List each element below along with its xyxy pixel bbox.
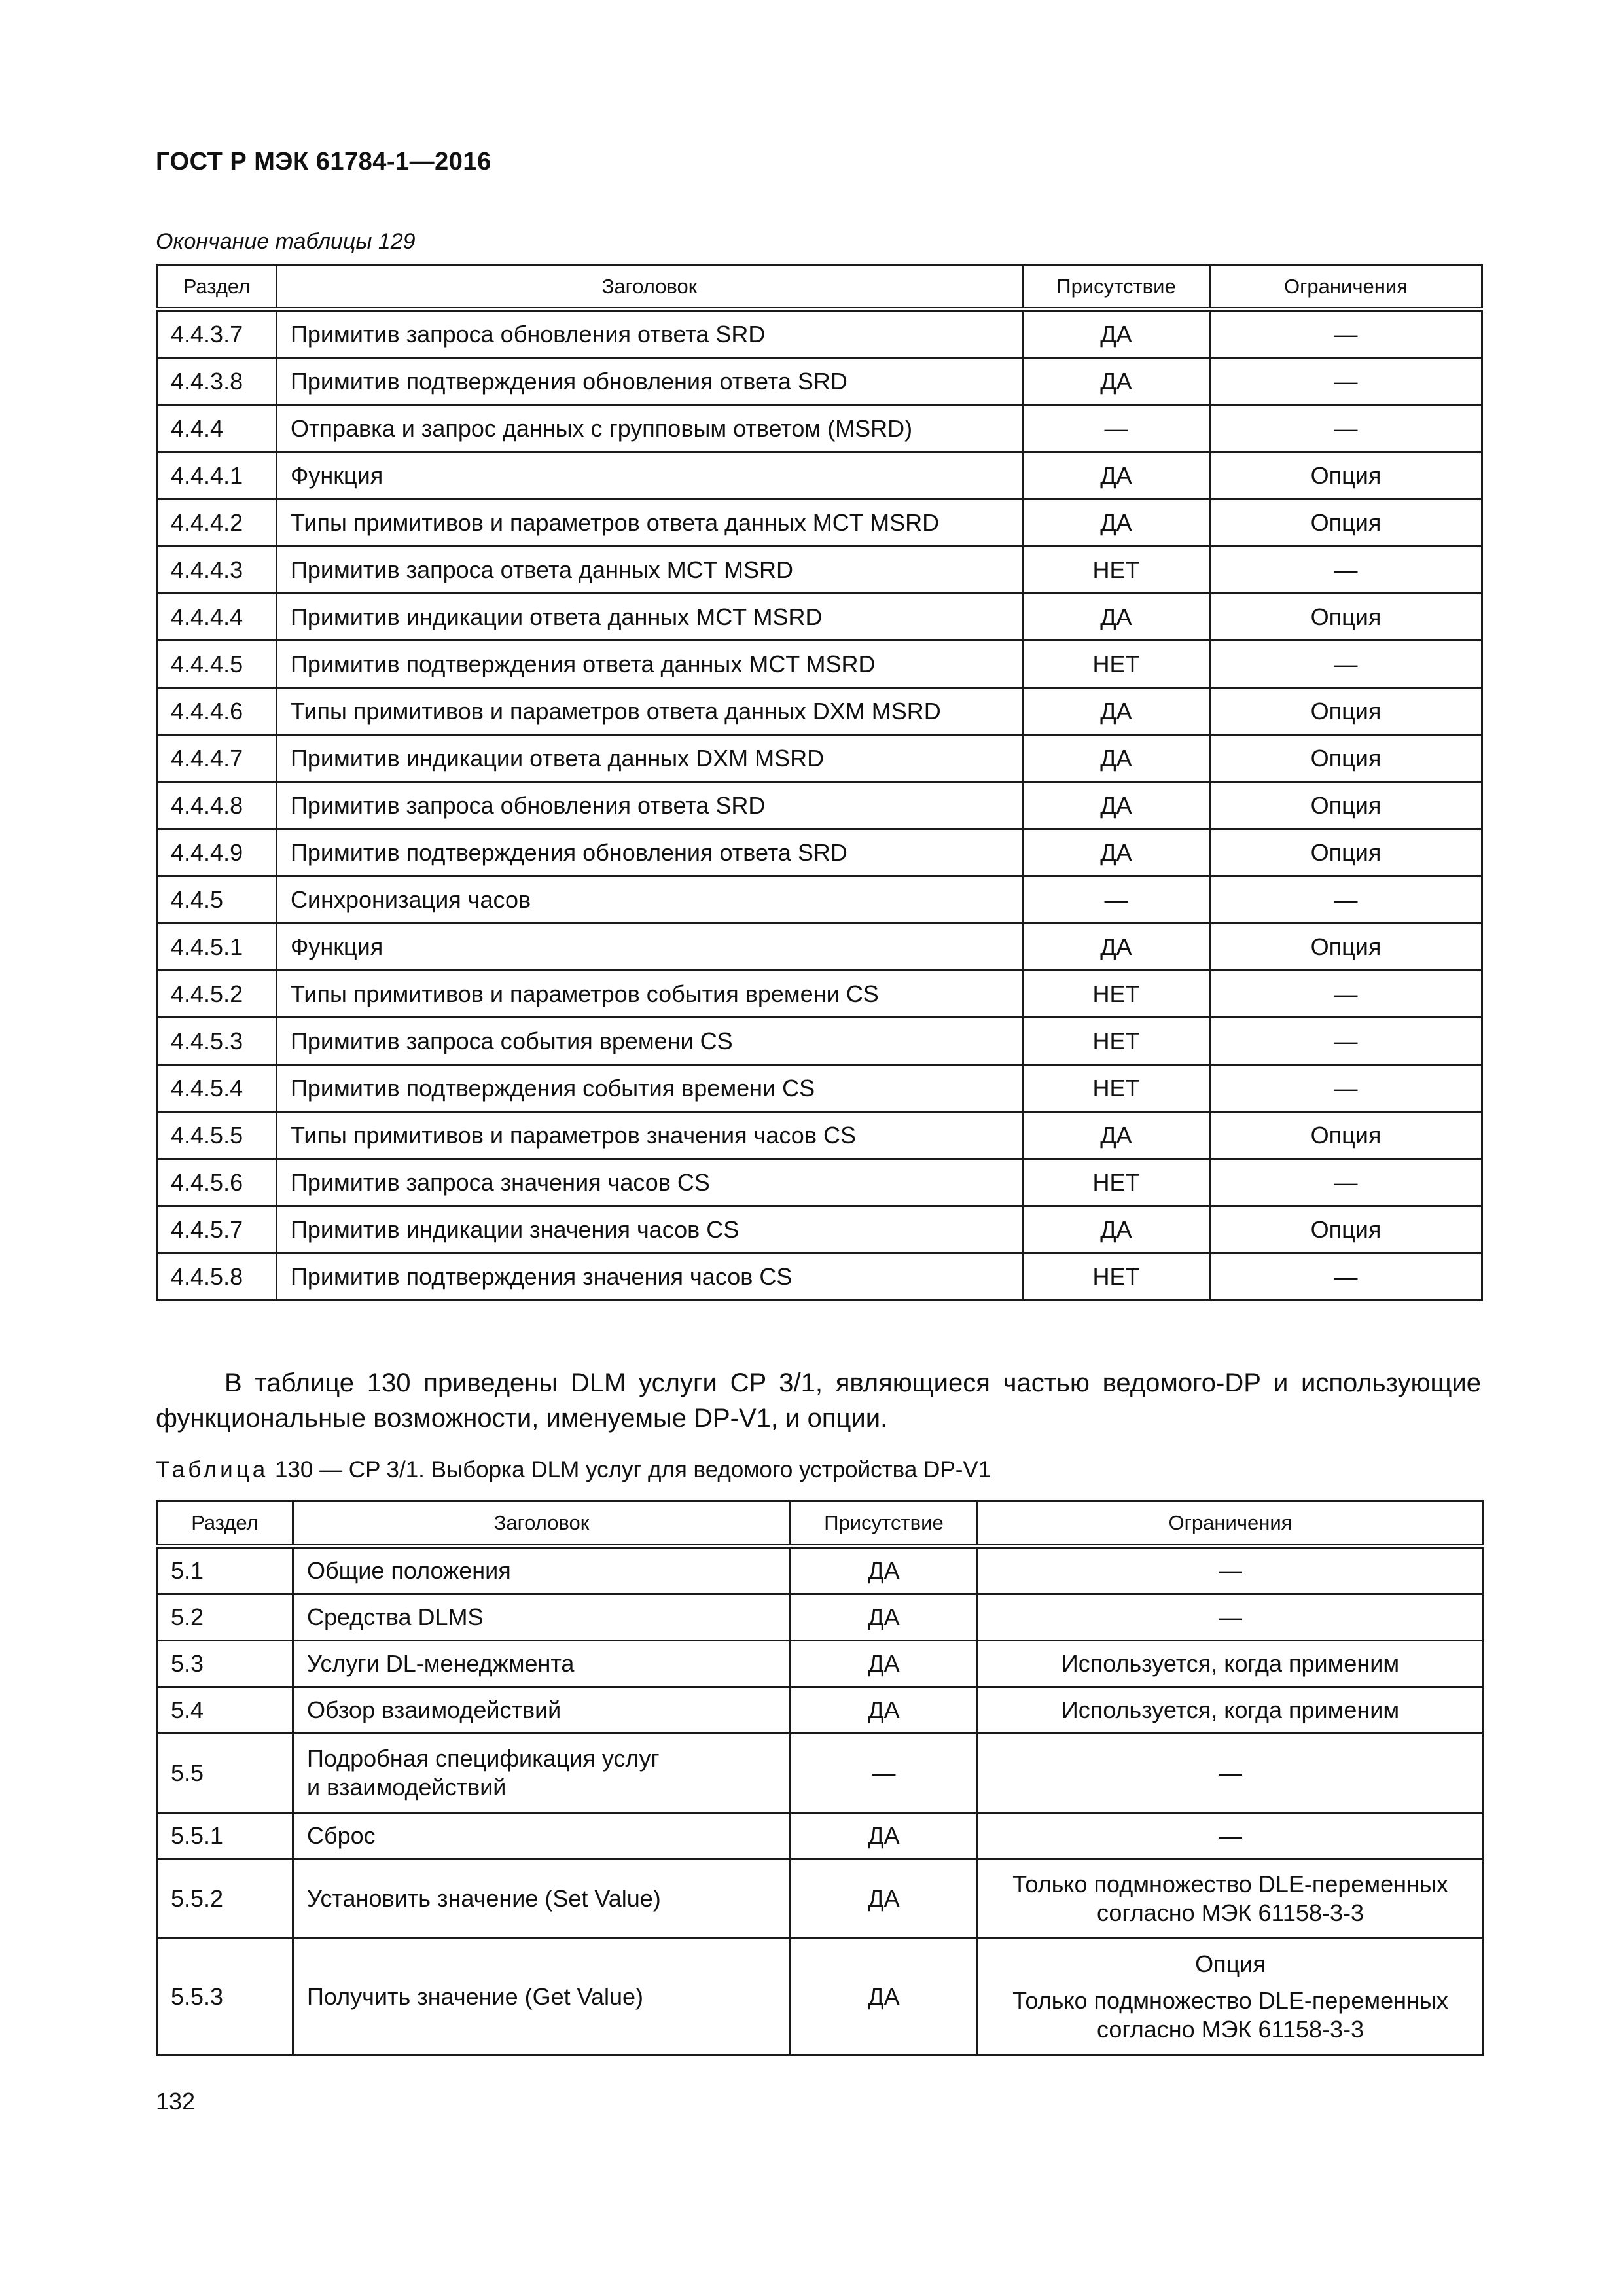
line-gap <box>991 1979 1469 1986</box>
cell-line: Услуги DL-менеджмента <box>307 1650 575 1677</box>
cell-presence: НЕТ <box>1023 1065 1210 1112</box>
cell-line: Средства DLMS <box>307 1604 484 1630</box>
table-129-continuation-caption: Окончание таблицы 129 <box>156 229 416 254</box>
table-row <box>157 924 1482 971</box>
table-row <box>157 547 1482 594</box>
cell-section: 4.4.5.3 <box>157 1018 277 1065</box>
cell-title <box>293 1939 791 2056</box>
table-row <box>157 971 1482 1018</box>
table-row <box>157 1687 1484 1734</box>
cell-section: 4.4.5.2 <box>157 971 277 1018</box>
table-row <box>157 1065 1482 1112</box>
cell-section: 4.4.3.8 <box>157 358 277 405</box>
cell-title: Примитив запроса события времени CS <box>277 1018 1023 1065</box>
cell-title: Типы примитивов и параметров события времени CS <box>277 971 1023 1018</box>
table-row <box>157 1813 1484 1859</box>
cell-line: согласно МЭК 61158-3-3 <box>1097 1899 1364 1926</box>
table-row <box>157 594 1482 641</box>
cell-section: 4.4.5.4 <box>157 1065 277 1112</box>
cell-section: 4.4.5 <box>157 876 277 924</box>
cell-section: 4.4.5.1 <box>157 924 277 971</box>
cell-limits: — <box>1210 971 1482 1018</box>
cell-presence: НЕТ <box>1023 1253 1210 1300</box>
cell-title: Примитив подтверждения ответа данных MCT MSRD <box>277 641 1023 688</box>
cell-line: Используется, когда применим <box>1061 1696 1400 1723</box>
cell-presence: ДА <box>1023 594 1210 641</box>
table-130-caption-text: 130 — CP 3/1. Выборка DLM услуг для ведомого устройства DP-V1 <box>268 1457 991 1482</box>
cell-limits: — <box>1210 1065 1482 1112</box>
table-row <box>157 1253 1482 1300</box>
cell-limits: Опция <box>1210 735 1482 782</box>
cell-title <box>293 1687 791 1734</box>
cell-line: согласно МЭК 61158-3-3 <box>1097 2016 1364 2043</box>
table-row <box>157 1206 1482 1253</box>
cell-presence: ДА <box>1023 499 1210 547</box>
cell-presence: ДА <box>791 1641 978 1687</box>
cell-title <box>293 1734 791 1813</box>
table-130 <box>156 1500 1484 2056</box>
table-header-row <box>157 1501 1484 1547</box>
cell-limits: — <box>1210 1018 1482 1065</box>
column-header-limits: Ограничения <box>978 1501 1484 1547</box>
cell-presence: ДА <box>1023 358 1210 405</box>
cell-presence: ДА <box>1023 452 1210 499</box>
table-row <box>157 688 1482 735</box>
cell-section: 4.4.3.7 <box>157 310 277 358</box>
cell-section: 4.4.4.1 <box>157 452 277 499</box>
cell-presence: — <box>1023 405 1210 452</box>
table-row <box>157 1112 1482 1159</box>
table-row <box>157 452 1482 499</box>
cell-section: 4.4.4.7 <box>157 735 277 782</box>
cell-title: Примитив индикации ответа данных DXM MSRD <box>277 735 1023 782</box>
cell-line: Обзор взаимодействий <box>307 1696 562 1723</box>
cell-line: Используется, когда применим <box>1061 1650 1400 1677</box>
table-row <box>157 310 1482 358</box>
cell-limits <box>978 1813 1484 1859</box>
cell-section: 4.4.4.9 <box>157 829 277 876</box>
cell-presence: ДА <box>1023 782 1210 829</box>
cell-title: Отправка и запрос данных с групповым ответом (MSRD) <box>277 405 1023 452</box>
table-row <box>157 358 1482 405</box>
table-130-caption <box>156 1457 991 1483</box>
cell-limits: — <box>1210 876 1482 924</box>
cell-title: Типы примитивов и параметров значения часов CS <box>277 1112 1023 1159</box>
column-header-presence: Присутствие <box>791 1501 978 1547</box>
cell-title: Примитив подтверждения обновления ответа SRD <box>277 829 1023 876</box>
cell-section: 4.4.5.7 <box>157 1206 277 1253</box>
cell-section: 4.4.4.5 <box>157 641 277 688</box>
cell-line: — <box>1219 1822 1242 1849</box>
cell-line: — <box>1219 1557 1242 1584</box>
cell-presence: ДА <box>1023 924 1210 971</box>
column-header-presence: Присутствие <box>1023 266 1210 310</box>
table-row <box>157 1734 1484 1813</box>
cell-limits: Опция <box>1210 924 1482 971</box>
cell-section: 4.4.4.3 <box>157 547 277 594</box>
paragraph-line-1: В таблице 130 приведены DLM услуги CP 3/1, являющиеся частью ведомого-DP и использующие <box>224 1369 1481 1397</box>
cell-line: Получить значение (Get Value) <box>307 1983 644 2010</box>
cell-section: 4.4.4.4 <box>157 594 277 641</box>
cell-presence: — <box>791 1734 978 1813</box>
cell-line: Подробная спецификация услуг <box>307 1745 660 1772</box>
cell-title: Примитив индикации значения часов CS <box>277 1206 1023 1253</box>
cell-limits: Опция <box>1210 829 1482 876</box>
column-header-title: Заголовок <box>293 1501 791 1547</box>
cell-presence: НЕТ <box>1023 1018 1210 1065</box>
cell-title: Примитив подтверждения события времени CS <box>277 1065 1023 1112</box>
table-row <box>157 1159 1482 1206</box>
column-header-section: Раздел <box>157 266 277 310</box>
cell-limits: Опция <box>1210 782 1482 829</box>
cell-presence: ДА <box>1023 310 1210 358</box>
cell-title <box>293 1859 791 1939</box>
cell-section: 5.4 <box>157 1687 293 1734</box>
table-row <box>157 1594 1484 1641</box>
intro-paragraph <box>156 1365 1481 1436</box>
page-number: 132 <box>156 2088 196 2115</box>
column-header-title: Заголовок <box>277 266 1023 310</box>
cell-title: Синхронизация часов <box>277 876 1023 924</box>
cell-limits <box>978 1687 1484 1734</box>
cell-section: 4.4.4.8 <box>157 782 277 829</box>
cell-presence: НЕТ <box>1023 547 1210 594</box>
table-row <box>157 1859 1484 1939</box>
table-row <box>157 1641 1484 1687</box>
cell-limits: — <box>1210 405 1482 452</box>
cell-section: 4.4.4.6 <box>157 688 277 735</box>
table-header-row <box>157 266 1482 310</box>
table-row <box>157 1018 1482 1065</box>
cell-section: 5.5.3 <box>157 1939 293 2056</box>
table-row <box>157 1939 1484 2056</box>
cell-title <box>293 1547 791 1594</box>
cell-limits: — <box>1210 547 1482 594</box>
cell-title: Примитив запроса значения часов CS <box>277 1159 1023 1206</box>
table-row <box>157 1547 1484 1594</box>
cell-presence: ДА <box>791 1859 978 1939</box>
cell-limits: — <box>1210 310 1482 358</box>
cell-line: и взаимодействий <box>307 1774 507 1801</box>
cell-limits <box>978 1734 1484 1813</box>
table-row <box>157 876 1482 924</box>
cell-section: 5.1 <box>157 1547 293 1594</box>
cell-presence: ДА <box>1023 1112 1210 1159</box>
cell-limits <box>978 1594 1484 1641</box>
cell-limits: Опция <box>1210 688 1482 735</box>
cell-limits <box>978 1547 1484 1594</box>
cell-line: — <box>1219 1604 1242 1630</box>
table-row <box>157 829 1482 876</box>
cell-limits: — <box>1210 641 1482 688</box>
cell-limits: Опция <box>1210 499 1482 547</box>
cell-section: 5.5.2 <box>157 1859 293 1939</box>
cell-title: Функция <box>277 924 1023 971</box>
cell-limits <box>978 1939 1484 2056</box>
table-row <box>157 735 1482 782</box>
cell-presence: ДА <box>791 1687 978 1734</box>
cell-limits: Опция <box>1210 594 1482 641</box>
cell-line: Общие положения <box>307 1557 511 1584</box>
cell-section: 4.4.5.5 <box>157 1112 277 1159</box>
paragraph-line-2: функциональные возможности, именуемые DP-V1, и опции. <box>156 1404 888 1433</box>
cell-section: 5.5 <box>157 1734 293 1813</box>
cell-section: 5.5.1 <box>157 1813 293 1859</box>
cell-limits: — <box>1210 1159 1482 1206</box>
cell-limits: — <box>1210 358 1482 405</box>
cell-limits: Опция <box>1210 1112 1482 1159</box>
cell-title: Примитив индикации ответа данных MCT MSRD <box>277 594 1023 641</box>
cell-limits: — <box>1210 1253 1482 1300</box>
table-row <box>157 499 1482 547</box>
cell-title: Типы примитивов и параметров ответа данных DXM MSRD <box>277 688 1023 735</box>
cell-presence: НЕТ <box>1023 971 1210 1018</box>
cell-limits <box>978 1859 1484 1939</box>
column-header-limits: Ограничения <box>1210 266 1482 310</box>
cell-line: Сброс <box>307 1822 376 1849</box>
cell-line: Только подмножество DLE-переменных <box>1012 1987 1448 2014</box>
cell-title: Примитив запроса ответа данных MCT MSRD <box>277 547 1023 594</box>
cell-section: 4.4.5.8 <box>157 1253 277 1300</box>
table-129 <box>156 264 1483 1301</box>
cell-title: Примитив запроса обновления ответа SRD <box>277 782 1023 829</box>
cell-line: — <box>1219 1759 1242 1786</box>
cell-title: Функция <box>277 452 1023 499</box>
table-row <box>157 641 1482 688</box>
cell-presence: ДА <box>791 1813 978 1859</box>
cell-presence: НЕТ <box>1023 1159 1210 1206</box>
cell-limits: Опция <box>1210 1206 1482 1253</box>
cell-presence: ДА <box>1023 829 1210 876</box>
table-row <box>157 405 1482 452</box>
cell-line: Опция <box>1195 1950 1266 1977</box>
cell-section: 4.4.4 <box>157 405 277 452</box>
cell-section: 5.2 <box>157 1594 293 1641</box>
cell-title <box>293 1594 791 1641</box>
cell-section: 4.4.5.6 <box>157 1159 277 1206</box>
cell-section: 5.3 <box>157 1641 293 1687</box>
table-row <box>157 782 1482 829</box>
cell-title: Примитив запроса обновления ответа SRD <box>277 310 1023 358</box>
column-header-section: Раздел <box>157 1501 293 1547</box>
cell-line: Только подмножество DLE-переменных <box>1012 1871 1448 1897</box>
cell-title: Типы примитивов и параметров ответа данных MCT MSRD <box>277 499 1023 547</box>
cell-limits: Опция <box>1210 452 1482 499</box>
document-header: ГОСТ Р МЭК 61784-1—2016 <box>156 148 491 175</box>
cell-line: Установить значение (Set Value) <box>307 1885 661 1912</box>
cell-title: Примитив подтверждения обновления ответа SRD <box>277 358 1023 405</box>
cell-title <box>293 1641 791 1687</box>
cell-section: 4.4.4.2 <box>157 499 277 547</box>
cell-presence: ДА <box>1023 735 1210 782</box>
cell-title <box>293 1813 791 1859</box>
cell-presence: ДА <box>1023 1206 1210 1253</box>
cell-presence: ДА <box>1023 688 1210 735</box>
table-130-caption-label: Таблица <box>156 1457 269 1482</box>
cell-limits <box>978 1641 1484 1687</box>
cell-presence: ДА <box>791 1939 978 2056</box>
cell-presence: — <box>1023 876 1210 924</box>
cell-presence: ДА <box>791 1547 978 1594</box>
cell-presence: ДА <box>791 1594 978 1641</box>
cell-presence: НЕТ <box>1023 641 1210 688</box>
cell-title: Примитив подтверждения значения часов CS <box>277 1253 1023 1300</box>
